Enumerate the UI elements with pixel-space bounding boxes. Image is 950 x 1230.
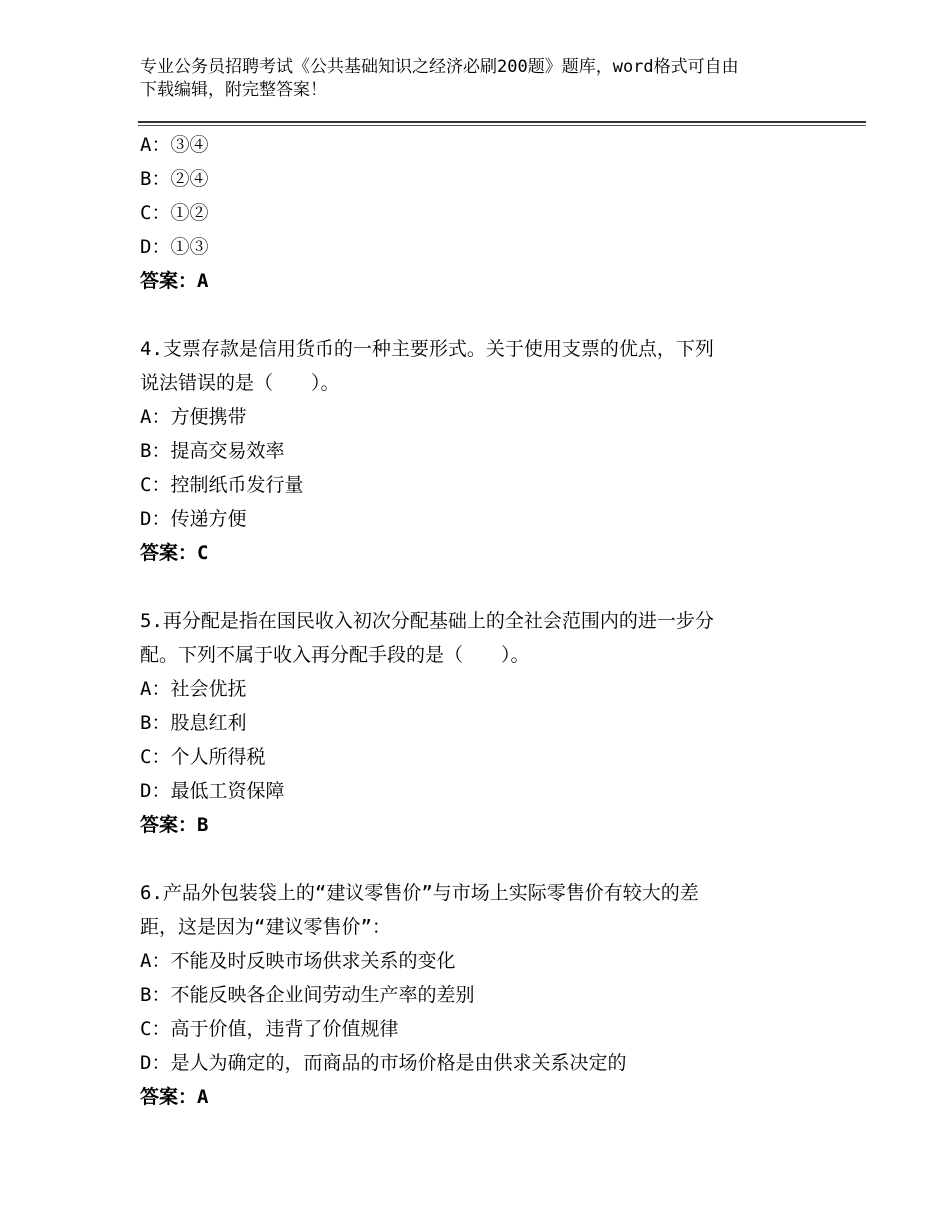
option-a: A：不能及时反映市场供求关系的变化: [140, 950, 456, 972]
question-text: 5.再分配是指在国民收入初次分配基础上的全社会范围内的进一步分: [140, 610, 714, 632]
option-d: D：最低工资保障: [140, 780, 285, 802]
question-block-4: [140, 332, 800, 570]
question-text-cont: 距，这是因为“建议零售价”：: [140, 916, 391, 938]
answer: 答案：A: [140, 1086, 209, 1108]
header-rule-thin: [138, 125, 866, 126]
option-a: A：社会优抚: [140, 678, 247, 700]
option-d: D：是人为确定的，而商品的市场价格是由供求关系决定的: [140, 1052, 627, 1074]
option-d: D：传递方便: [140, 508, 247, 530]
question-text: 4.支票存款是信用货币的一种主要形式。关于使用支票的优点，下列: [140, 338, 714, 360]
option-c: C：个人所得税: [140, 746, 266, 768]
answer: 答案：A: [140, 270, 209, 292]
question-text-cont: 配。下列不属于收入再分配手段的是（ ）。: [140, 644, 530, 666]
question-text: 6.产品外包装袋上的“建议零售价”与市场上实际零售价有较大的差: [140, 882, 699, 904]
option-a: A：③④: [140, 134, 209, 156]
header-line-2: 下载编辑，附完整答案！: [140, 80, 327, 100]
document-body: [140, 128, 800, 1114]
question-text-cont: 说法错误的是（ ）。: [140, 372, 340, 394]
header-line-1: 专业公务员招聘考试《公共基础知识之经济必刷200题》题库，word格式可自由: [140, 57, 739, 77]
option-c: C：高于价值，违背了价值规律: [140, 1018, 399, 1040]
question-block-6: [140, 876, 800, 1114]
question-block-3: [140, 128, 800, 298]
option-c: C：①②: [140, 202, 209, 224]
option-b: B：提高交易效率: [140, 440, 285, 462]
option-d: D：①③: [140, 236, 209, 258]
question-block-5: [140, 604, 800, 842]
answer: 答案：B: [140, 814, 209, 836]
option-b: B：不能反映各企业间劳动生产率的差别: [140, 984, 475, 1006]
header-rule-thick: [138, 121, 866, 123]
answer: 答案：C: [140, 542, 209, 564]
document-header: [140, 56, 800, 102]
option-c: C：控制纸币发行量: [140, 474, 304, 496]
option-a: A：方便携带: [140, 406, 247, 428]
option-b: B：②④: [140, 168, 209, 190]
option-b: B：股息红利: [140, 712, 247, 734]
